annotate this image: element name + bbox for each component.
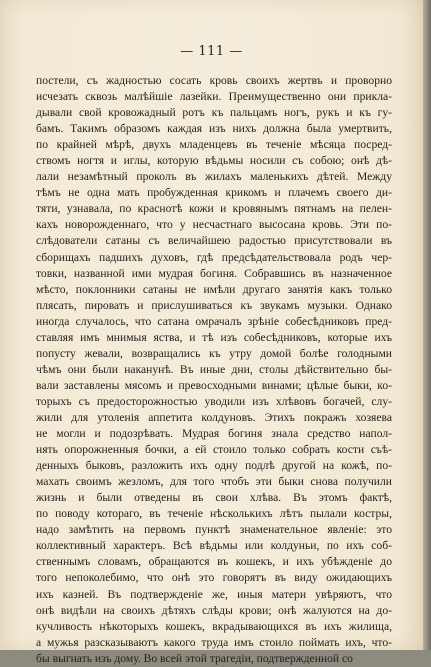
text-line: попусту жевали, возвращались къ утру домой болѣе голодными (36, 346, 392, 360)
text-line: бы выгнать изъ дому. Во всей этой трагедіи, подтвержденной со (36, 651, 353, 665)
text-line: того непоколебимо, что онѣ это говорятъ въ виду ожидающихъ (36, 571, 392, 585)
text-line: чѣмъ они были наканунѣ. Въ иные дни, столы дѣйствительно бы- (36, 362, 392, 376)
text-line: слѣдователи сатаны съ величайшею радостью присутствовали въ (36, 234, 392, 248)
text-line: а мужья разсказываютъ какого труда имъ стоило поймать ихъ, что- (36, 635, 392, 649)
text-line: ихъ казней. Въ подтвержденіе же, иныя матери увѣряютъ, что (36, 587, 392, 601)
text-line: кахъ новорожденнаго, что у несчастнаго высосана кровь. Эти по- (36, 218, 392, 232)
text-line: жизнь и были отведены въ свои хлѣва. Въ этомъ фактѣ, (36, 491, 392, 505)
text-line: ствомъ ногтя и иглы, которую вѣдьмы носили съ собою; онѣ дѣ- (36, 154, 392, 168)
text-line: тѣмъ не одна мать пробужденная крикомъ и плачемъ своего ди- (36, 186, 392, 200)
text-line: ставляя имъ мнимыя яства, и тѣ изъ собесѣдниковъ, которые ихъ (36, 330, 392, 344)
page-number: — 111 — (180, 44, 243, 59)
text-line: лали незамѣтный проколъ въ жилахъ маленькихъ дѣтей. Между (36, 170, 392, 184)
text-line: торыхъ съ предосторожностью уводили изъ хлѣвовъ богачей, слу- (36, 394, 392, 408)
page-text (36, 73, 392, 667)
text-line: надо замѣтить на первомъ пунктѣ знаменательное явленіе: это (36, 523, 392, 537)
text-line: денныхъ быковъ, разложить ихъ одну подлѣ другой на кожѣ, по- (36, 459, 392, 473)
text-line: коллективный характеръ. Всѣ вѣдьмы или колдуньи, по ихъ соб- (36, 539, 392, 553)
text-line: исчезать сквозь малѣйшіе лазейки. Преимущественно они прикла- (36, 90, 392, 104)
text-line: товки, названной ими мудрая богиня. Собравшись въ назначенное (36, 266, 392, 280)
text-line: сборищахъ падшихъ духовъ, гдѣ предсѣдательствовала родъ чер- (36, 250, 392, 264)
text-line: дывали свой кровожадный ротъ къ пальцамъ ногъ, рукъ и къ гу- (36, 106, 392, 120)
page-edge (423, 0, 431, 650)
text-line: по крайней мѣрѣ, двухъ младенцевъ въ теченіе мѣсяца посред- (36, 138, 392, 152)
text-line: онѣ видѣли на своихъ дѣтяхъ слѣды крови; онѣ жалуются на до- (36, 603, 392, 617)
text-line: по поводу котораго, въ теченіе нѣсколькихъ лѣтъ пылали костры, (36, 507, 392, 521)
text-line: тяти, узнавала, по краснотѣ кожи и кровянымъ пятнамъ на пелен- (36, 202, 392, 216)
text-line: бамъ. Такимъ образомъ каждая изъ нихъ должна была умертвить, (36, 122, 392, 136)
text-line: плясать, пировать и прислушиваться къ звукамъ музыки. Однако (36, 298, 392, 312)
text-line: кучливость нѣкоторыхъ кошекъ, вкрадывающихся въ ихъ жилища, (36, 619, 392, 633)
text-line: нять опорожненныя бочки, а ей стоило только собрать кости съѣ- (36, 443, 392, 457)
text-line: не могли и подозрѣвать. Мудрая богиня знала средство напол- (36, 427, 392, 441)
text-line: вали заставлены мясомъ и превосходными винами; цѣлые быки, ко- (36, 378, 392, 392)
text-line: иногда случалось, что сатана омрачалъ зрѣніе собесѣдниковъ пред- (36, 314, 392, 328)
text-line: мѣсто, поклонники сатаны не имѣли другаго занятія какъ только (36, 282, 392, 296)
text-line: махать своимъ жезломъ, для того чтобъ эти быки снова получили (36, 475, 392, 489)
text-line: постели, съ жадностью сосать кровь своихъ жертвъ и проворно (36, 74, 392, 87)
text-line: ственнымъ словамъ, обращаются въ кошекъ, и ихъ убѣжденіе до (36, 555, 392, 569)
text-line: жили для утоленія аппетита колдуновъ. Этихъ покражъ хозяева (36, 410, 392, 424)
